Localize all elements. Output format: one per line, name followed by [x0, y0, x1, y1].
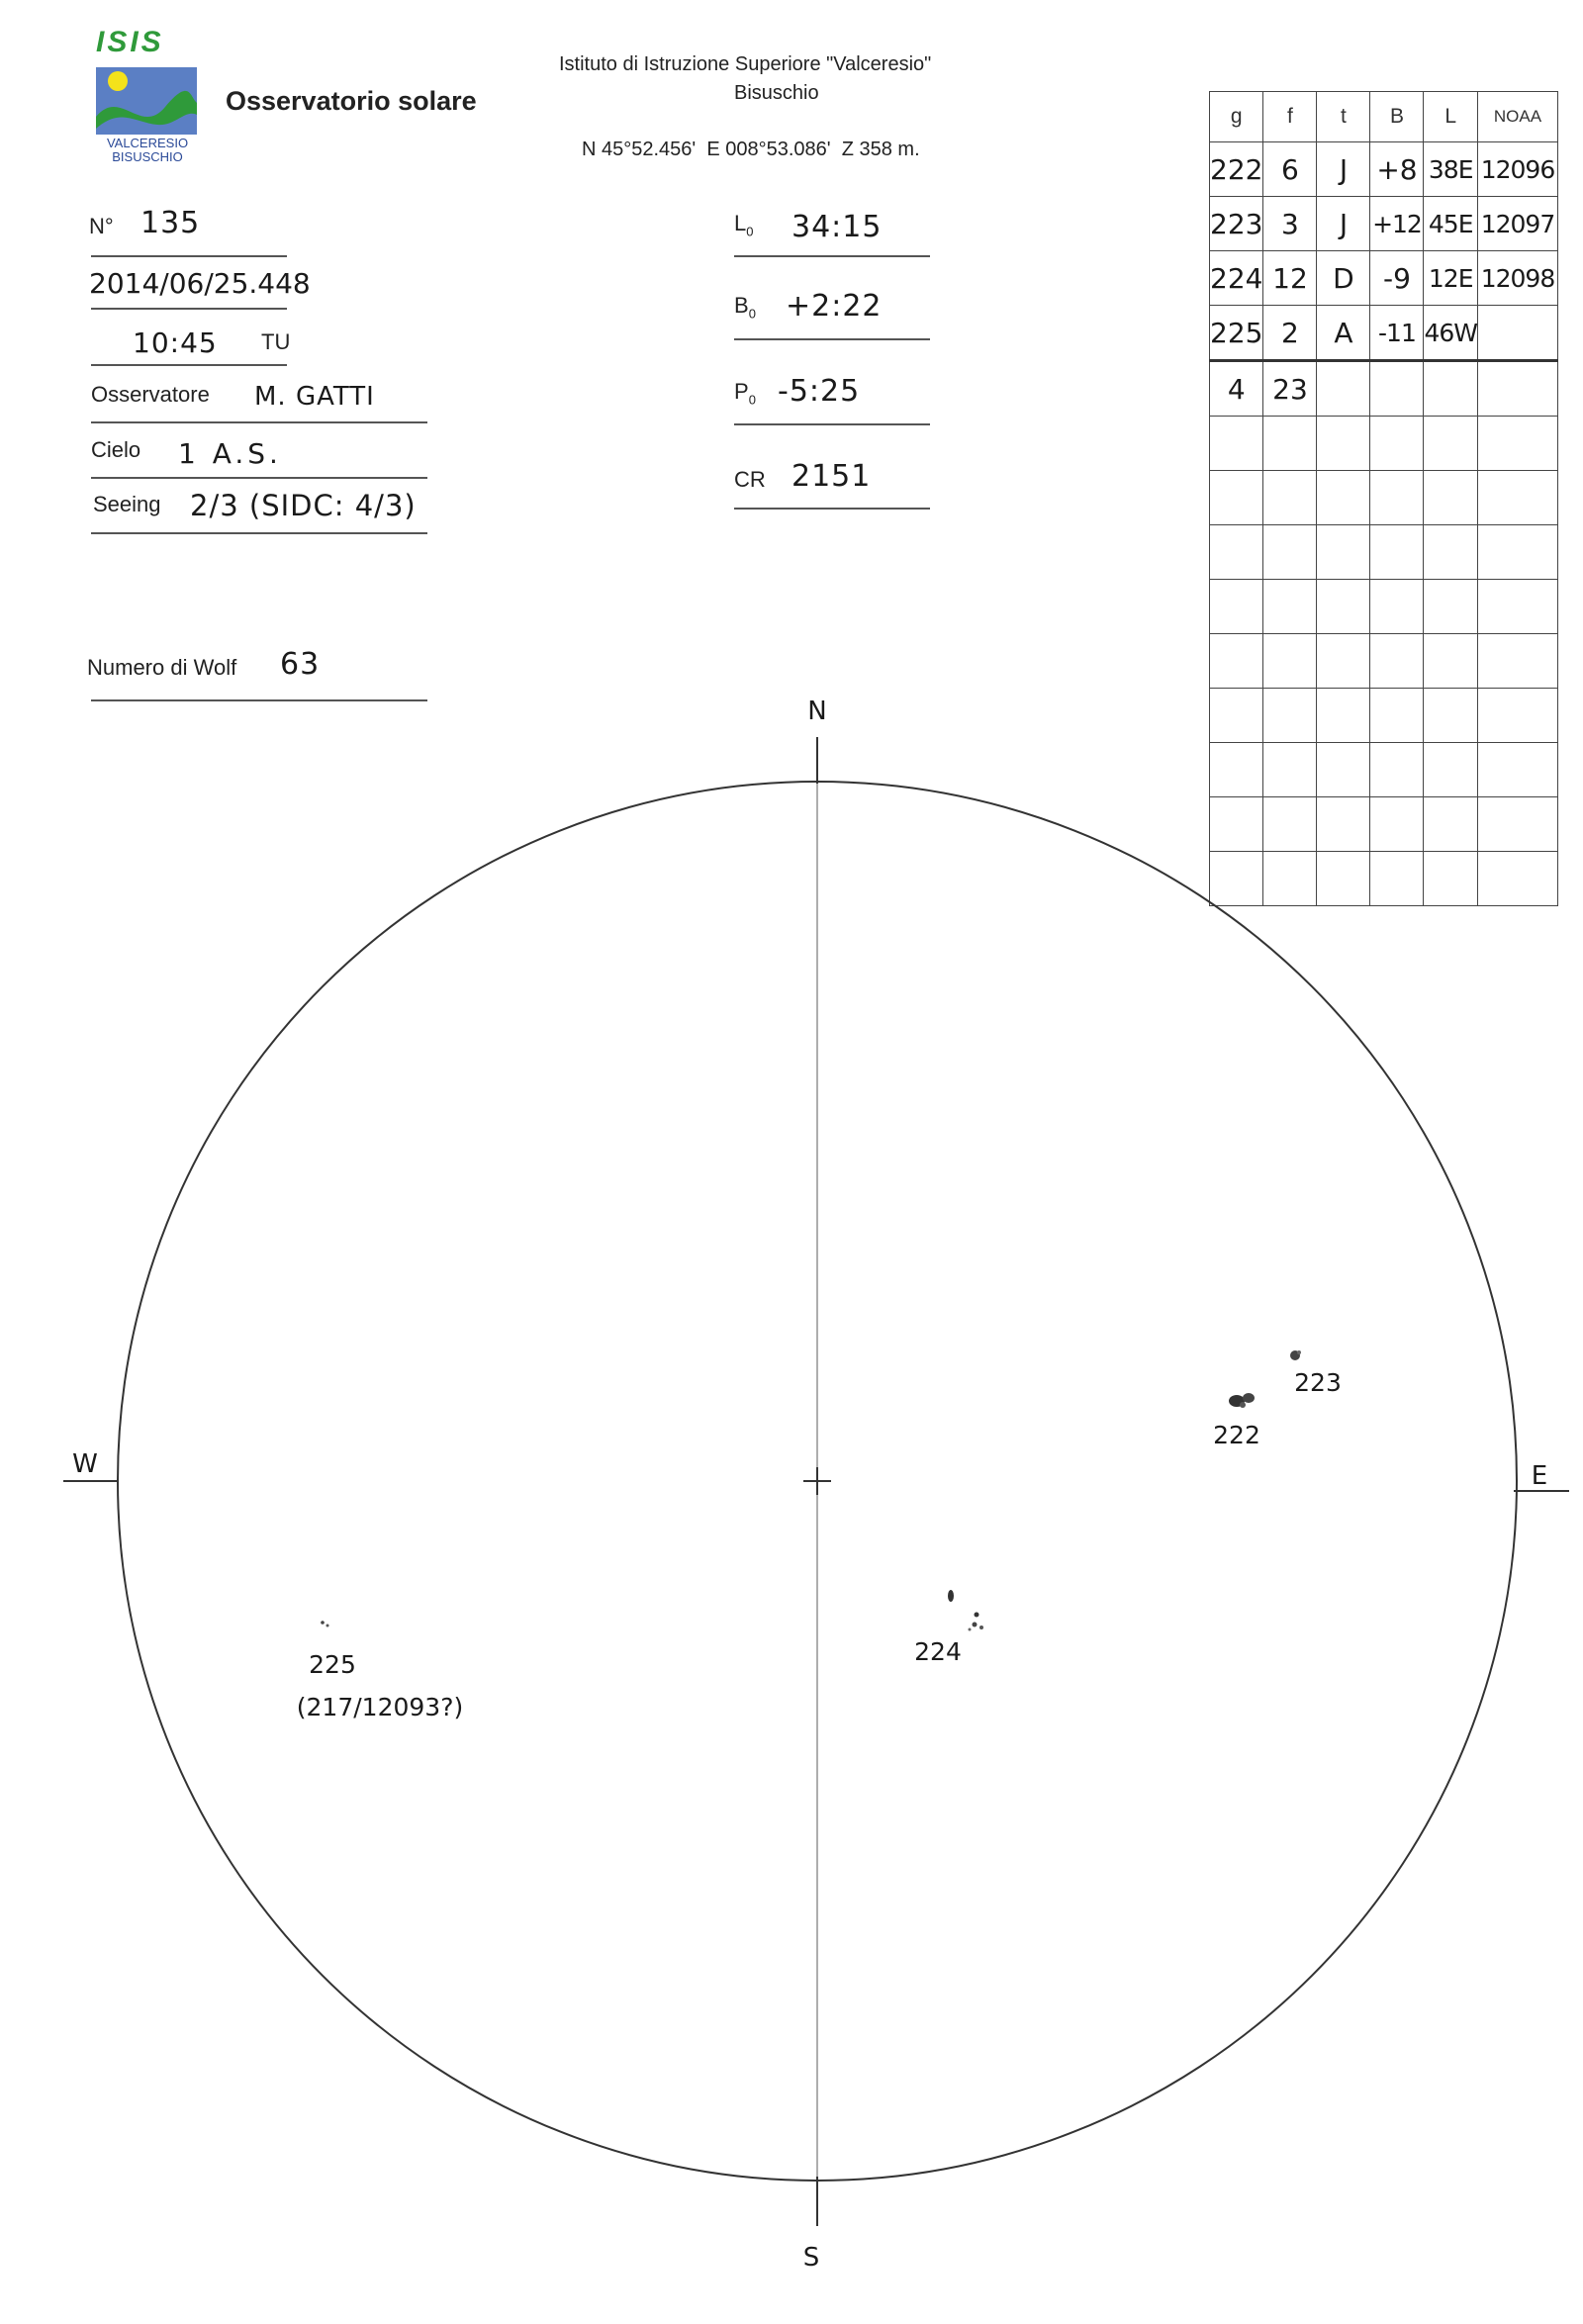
group-222-label: 222 — [1213, 1421, 1260, 1449]
table-cell: 2 — [1263, 306, 1317, 361]
wolf-label: Numero di Wolf — [87, 655, 237, 680]
table-cell: 46W — [1424, 306, 1478, 361]
header-noaa: NOAA — [1477, 92, 1557, 142]
sunspot-group-222 — [1229, 1393, 1255, 1408]
institute-town: Bisuschio — [734, 82, 819, 104]
group-225-label: 225 — [309, 1650, 356, 1679]
table-cell: 4 — [1210, 361, 1263, 417]
header-f: f — [1263, 92, 1317, 142]
cr-value: 2151 — [792, 459, 872, 494]
p0-label: $P_0$ — [734, 379, 756, 408]
table-cell: 12097 — [1477, 197, 1557, 251]
table-cell: 12E — [1424, 251, 1478, 306]
table-cell: 222 — [1210, 142, 1263, 197]
table-cell: 6 — [1263, 142, 1317, 197]
seeing-label: Seeing — [93, 492, 161, 516]
logo-wordmark: ISIS — [96, 26, 164, 58]
table-cell: 23 — [1263, 361, 1317, 417]
logo-caption: VALCERESIO BISUSCHIO — [106, 136, 189, 164]
east-label: E — [1531, 1461, 1548, 1491]
b0-value: +2:22 — [786, 289, 883, 324]
table-cell: 38E — [1424, 142, 1478, 197]
header-l: L — [1424, 92, 1478, 142]
observatory-title: Osservatorio solare — [226, 86, 477, 116]
table-cell: A — [1317, 306, 1370, 361]
table-cell: +12 — [1370, 197, 1424, 251]
table-cell: 12096 — [1477, 142, 1557, 197]
site-coordinates: N 45°52.456' E 008°53.086' Z 358 m. — [582, 139, 920, 160]
institute-name: Istituto di Istruzione Superiore "Valceresio" — [559, 53, 932, 75]
table-cell: -9 — [1370, 251, 1424, 306]
header-t: t — [1317, 92, 1370, 142]
observer-value: M. GATTI — [254, 382, 375, 412]
l0-label: $L_0$ — [734, 211, 754, 239]
cr-label: CR — [734, 467, 766, 492]
table-cell: 223 — [1210, 197, 1263, 251]
table-cell: 224 — [1210, 251, 1263, 306]
table-cell: 12098 — [1477, 251, 1557, 306]
group-225-note: (217/12093?) — [296, 1693, 464, 1721]
sky-value: 1 A.S. — [178, 437, 282, 470]
sunspot-group-225 — [321, 1621, 328, 1627]
group-223-label: 223 — [1294, 1368, 1342, 1397]
l0-value: 34:15 — [792, 210, 883, 244]
p0-value: -5:25 — [778, 374, 861, 409]
table-cell: J — [1317, 142, 1370, 197]
header-g: g — [1210, 92, 1263, 142]
number-label: N° — [89, 214, 114, 238]
wolf-value: 63 — [280, 647, 321, 682]
table-cell: 12 — [1263, 251, 1317, 306]
time-unit: TU — [261, 329, 291, 354]
time-value: 10:45 — [133, 326, 218, 359]
west-label: W — [72, 1449, 98, 1479]
table-cell: -11 — [1370, 306, 1424, 361]
sky-label: Cielo — [91, 437, 141, 462]
b0-label: $B_0$ — [734, 293, 756, 322]
group-224-label: 224 — [914, 1637, 962, 1666]
observer-label: Osservatore — [91, 382, 210, 407]
table-cell: 225 — [1210, 306, 1263, 361]
south-label: S — [802, 2243, 820, 2273]
table-cell: D — [1317, 251, 1370, 306]
header-b: B — [1370, 92, 1424, 142]
number-value: 135 — [140, 206, 201, 240]
table-cell: +8 — [1370, 142, 1424, 197]
sunspot-group-223 — [1290, 1350, 1301, 1360]
seeing-value: 2/3 (SIDC: 4/3) — [190, 489, 417, 522]
sunspot-group-224 — [948, 1590, 983, 1631]
north-label: N — [807, 697, 827, 726]
table-cell: J — [1317, 197, 1370, 251]
table-cell: 3 — [1263, 197, 1317, 251]
table-cell: 45E — [1424, 197, 1478, 251]
date-value: 2014/06/25.448 — [89, 267, 311, 300]
